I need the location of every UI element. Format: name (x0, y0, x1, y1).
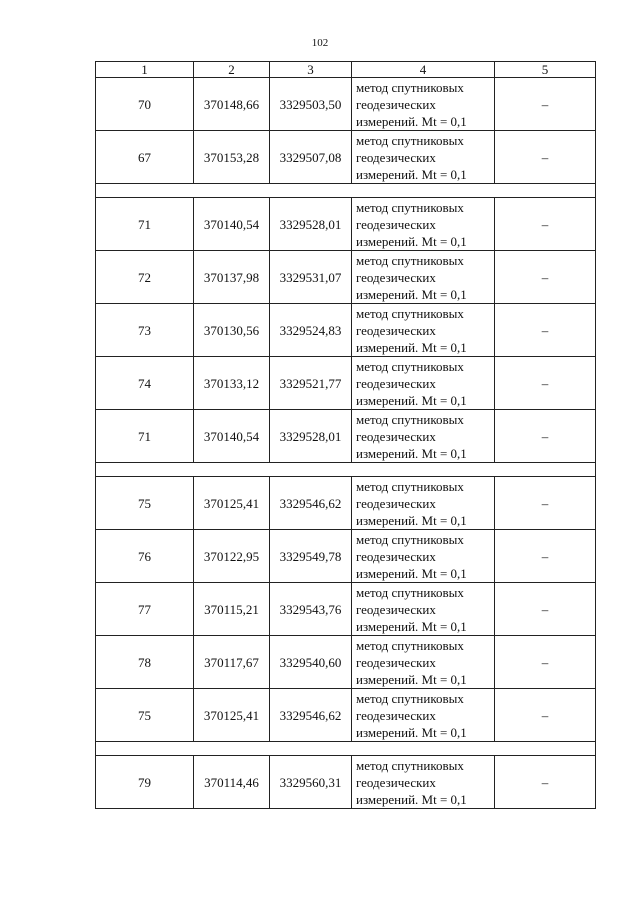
method-line: метод спутниковых (356, 132, 464, 148)
table-row (96, 78, 596, 131)
table-row (96, 251, 596, 304)
point-number-cell: 71 (96, 198, 194, 251)
method-line: геодезических (356, 96, 436, 112)
y-coordinate-cell: 3329543,76 (270, 583, 352, 636)
page-number: 102 (311, 37, 329, 49)
column-5-cell: – (495, 583, 596, 636)
coordinates-table-body (96, 62, 596, 809)
coordinates-table (95, 61, 596, 809)
column-5-cell: – (495, 198, 596, 251)
method-line: измерений. Mt = 0,1 (356, 445, 467, 461)
method-cell (352, 530, 495, 583)
column-5-cell: – (495, 410, 596, 463)
column-5-cell: – (495, 304, 596, 357)
x-coordinate-cell: 370114,46 (194, 756, 270, 809)
y-coordinate-cell: 3329528,01 (270, 410, 352, 463)
group-separator-row (96, 742, 596, 756)
method-cell (352, 477, 495, 530)
method-line: геодезических (356, 774, 436, 790)
method-cell (352, 198, 495, 251)
y-coordinate-cell: 3329540,60 (270, 636, 352, 689)
group-separator-row (96, 184, 596, 198)
column-5-cell: – (495, 530, 596, 583)
column-5-cell: – (495, 636, 596, 689)
method-line: геодезических (356, 548, 436, 564)
method-line: геодезических (356, 216, 436, 232)
y-coordinate-cell: 3329524,83 (270, 304, 352, 357)
point-number-cell: 76 (96, 530, 194, 583)
point-number-cell: 70 (96, 78, 194, 131)
table-row (96, 357, 596, 410)
method-line: геодезических (356, 707, 436, 723)
header-cell-1: 1 (96, 62, 194, 78)
table-row (96, 689, 596, 742)
method-cell (352, 78, 495, 131)
header-cell-3: 3 (270, 62, 352, 78)
method-line: метод спутниковых (356, 584, 464, 600)
table-row (96, 636, 596, 689)
x-coordinate-cell: 370148,66 (194, 78, 270, 131)
group-separator-cell (96, 184, 596, 198)
header-cell-5: 5 (495, 62, 596, 78)
method-line: измерений. Mt = 0,1 (356, 392, 467, 408)
point-number-cell: 79 (96, 756, 194, 809)
method-line: геодезических (356, 495, 436, 511)
column-5-cell: – (495, 251, 596, 304)
column-5-cell: – (495, 756, 596, 809)
method-line: метод спутниковых (356, 199, 464, 215)
method-cell (352, 304, 495, 357)
y-coordinate-cell: 3329560,31 (270, 756, 352, 809)
column-5-cell: – (495, 477, 596, 530)
x-coordinate-cell: 370125,41 (194, 477, 270, 530)
method-line: метод спутниковых (356, 305, 464, 321)
header-cell-4: 4 (352, 62, 495, 78)
method-cell (352, 583, 495, 636)
method-cell (352, 131, 495, 184)
table-row (96, 304, 596, 357)
table-row (96, 410, 596, 463)
method-line: измерений. Mt = 0,1 (356, 671, 467, 687)
point-number-cell: 71 (96, 410, 194, 463)
method-line: геодезических (356, 428, 436, 444)
method-line: измерений. Mt = 0,1 (356, 724, 467, 740)
group-separator-cell (96, 463, 596, 477)
method-line: геодезических (356, 322, 436, 338)
method-line: измерений. Mt = 0,1 (356, 565, 467, 581)
column-5-cell: – (495, 357, 596, 410)
point-number-cell: 67 (96, 131, 194, 184)
point-number-cell: 75 (96, 477, 194, 530)
method-line: метод спутниковых (356, 79, 464, 95)
x-coordinate-cell: 370140,54 (194, 410, 270, 463)
y-coordinate-cell: 3329546,62 (270, 477, 352, 530)
method-line: измерений. Mt = 0,1 (356, 286, 467, 302)
method-line: геодезических (356, 375, 436, 391)
point-number-cell: 77 (96, 583, 194, 636)
x-coordinate-cell: 370122,95 (194, 530, 270, 583)
x-coordinate-cell: 370125,41 (194, 689, 270, 742)
group-separator-row (96, 463, 596, 477)
method-line: метод спутниковых (356, 690, 464, 706)
method-cell (352, 756, 495, 809)
table-row (96, 583, 596, 636)
method-line: измерений. Mt = 0,1 (356, 113, 467, 129)
y-coordinate-cell: 3329546,62 (270, 689, 352, 742)
method-line: геодезических (356, 269, 436, 285)
x-coordinate-cell: 370130,56 (194, 304, 270, 357)
column-5-cell: – (495, 131, 596, 184)
method-line: метод спутниковых (356, 252, 464, 268)
method-line: метод спутниковых (356, 358, 464, 374)
header-cell-2: 2 (194, 62, 270, 78)
method-line: геодезических (356, 654, 436, 670)
method-line: измерений. Mt = 0,1 (356, 512, 467, 528)
x-coordinate-cell: 370115,21 (194, 583, 270, 636)
y-coordinate-cell: 3329521,77 (270, 357, 352, 410)
point-number-cell: 74 (96, 357, 194, 410)
method-cell (352, 410, 495, 463)
method-line: измерений. Mt = 0,1 (356, 233, 467, 249)
method-line: измерений. Mt = 0,1 (356, 339, 467, 355)
method-line: метод спутниковых (356, 757, 464, 773)
table-row (96, 477, 596, 530)
x-coordinate-cell: 370137,98 (194, 251, 270, 304)
table-row (96, 756, 596, 809)
table-row (96, 530, 596, 583)
x-coordinate-cell: 370153,28 (194, 131, 270, 184)
method-cell (352, 357, 495, 410)
point-number-cell: 73 (96, 304, 194, 357)
column-5-cell: – (495, 689, 596, 742)
x-coordinate-cell: 370133,12 (194, 357, 270, 410)
method-line: измерений. Mt = 0,1 (356, 791, 467, 807)
x-coordinate-cell: 370140,54 (194, 198, 270, 251)
method-cell (352, 689, 495, 742)
table-row (96, 131, 596, 184)
point-number-cell: 75 (96, 689, 194, 742)
y-coordinate-cell: 3329507,08 (270, 131, 352, 184)
point-number-cell: 78 (96, 636, 194, 689)
y-coordinate-cell: 3329531,07 (270, 251, 352, 304)
table-row (96, 198, 596, 251)
method-line: геодезических (356, 149, 436, 165)
y-coordinate-cell: 3329528,01 (270, 198, 352, 251)
group-separator-cell (96, 742, 596, 756)
column-5-cell: – (495, 78, 596, 131)
method-line: измерений. Mt = 0,1 (356, 618, 467, 634)
method-line: геодезических (356, 601, 436, 617)
method-cell (352, 636, 495, 689)
x-coordinate-cell: 370117,67 (194, 636, 270, 689)
method-line: метод спутниковых (356, 531, 464, 547)
method-line: метод спутниковых (356, 411, 464, 427)
method-cell (352, 251, 495, 304)
y-coordinate-cell: 3329503,50 (270, 78, 352, 131)
table-header-row (96, 62, 596, 78)
y-coordinate-cell: 3329549,78 (270, 530, 352, 583)
method-line: измерений. Mt = 0,1 (356, 166, 467, 182)
point-number-cell: 72 (96, 251, 194, 304)
method-line: метод спутниковых (356, 637, 464, 653)
method-line: метод спутниковых (356, 478, 464, 494)
